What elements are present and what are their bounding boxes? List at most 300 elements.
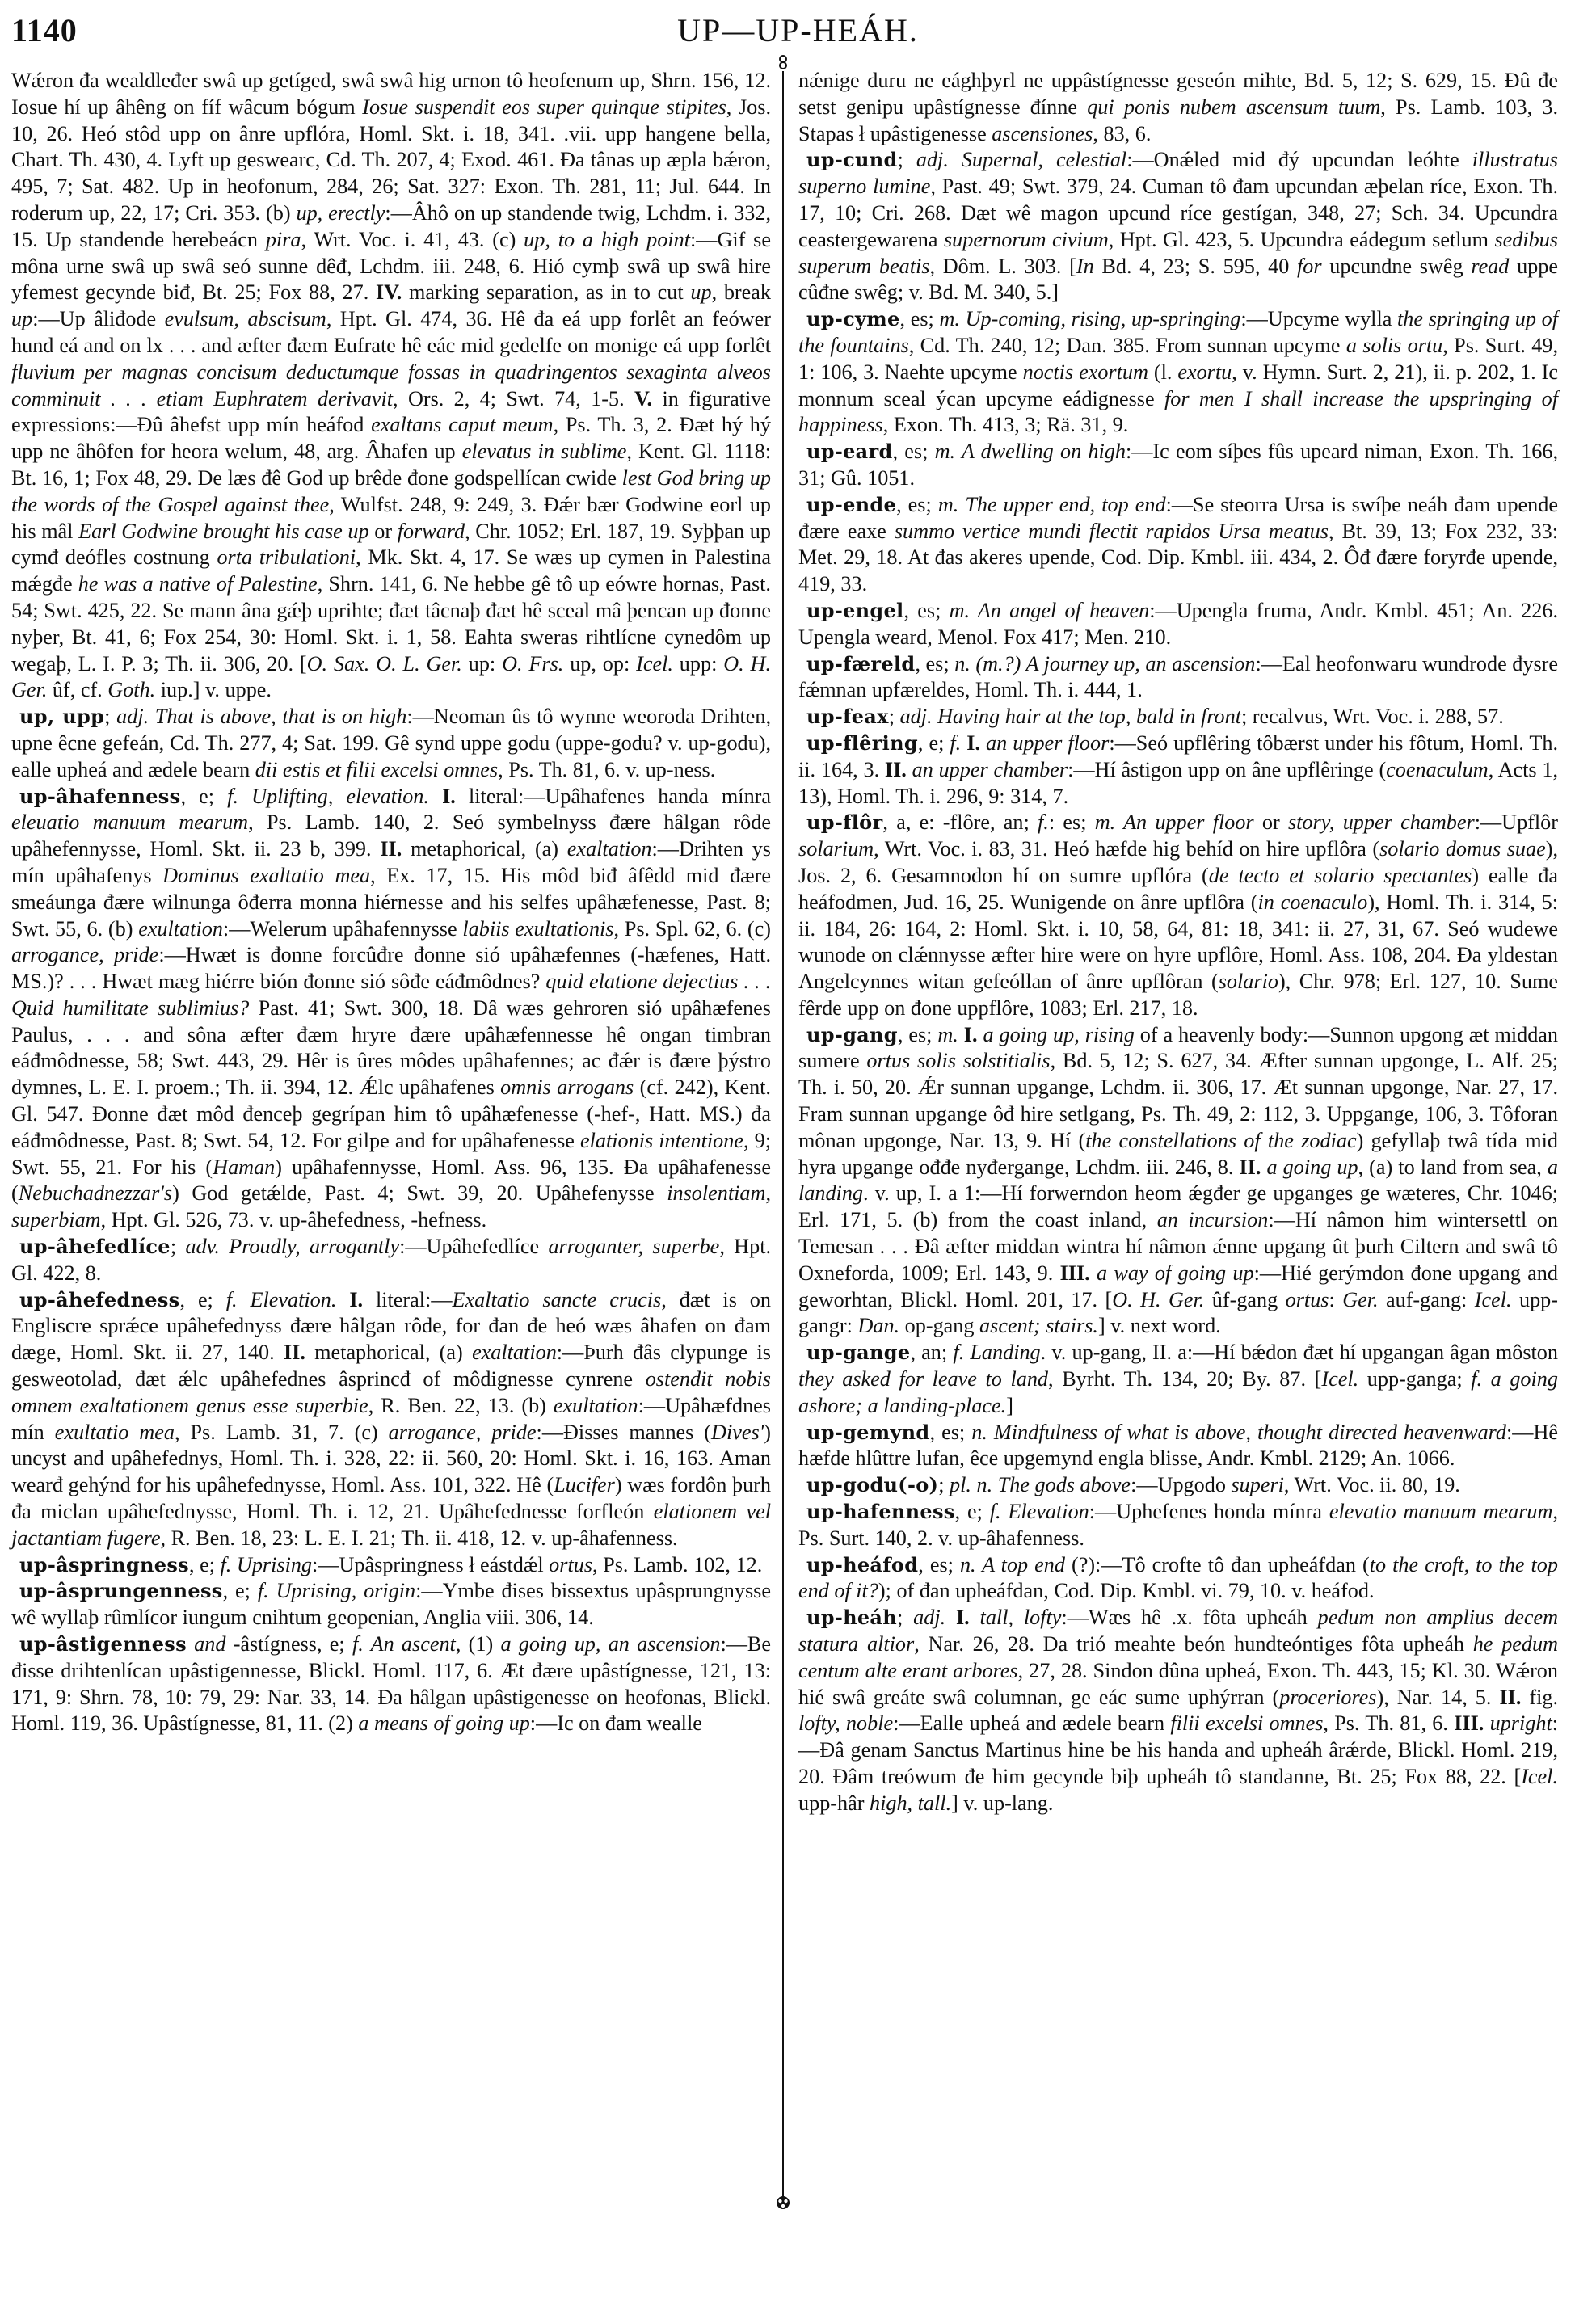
entry-text bbox=[1484, 1711, 1489, 1735]
italic-text: adj. That is above, that is on high bbox=[116, 705, 407, 729]
entry-text: , e; bbox=[179, 1287, 226, 1311]
sense-number: I. bbox=[349, 1287, 364, 1311]
entry-text: (cf. 242), Kent. Gl. 547. Đonne đæt môd đenceþ gegrípan him tô upâhæfenesse (-hef-, Hatt. MS.) đa eáđmôdnesse, Past. 8; Swt. 54, 12. For gilpe and for upâhafenesse bbox=[11, 1076, 771, 1152]
italic-text: pira bbox=[265, 227, 301, 251]
headword: up-âspringness bbox=[19, 1552, 189, 1576]
entry-text: , Nar. 26, 28. Đa trió meahte beón hundteóntiges fôta upheáh bbox=[914, 1632, 1473, 1656]
column-divider bbox=[782, 71, 784, 2198]
italic-text: elevatus in sublime bbox=[461, 440, 627, 464]
italic-text: solario bbox=[1218, 970, 1278, 994]
dictionary-entry bbox=[798, 651, 1558, 705]
italic-text: Dan. bbox=[857, 1314, 900, 1338]
italic-text: ortus solis solstitialis bbox=[866, 1049, 1051, 1073]
entry-text: :—Upgodo bbox=[1131, 1473, 1232, 1497]
entry-text: :—Ic eom síþes fûs upeard niman, Exon. Th. 166, 31; Gû. 1051. bbox=[798, 440, 1559, 490]
italic-text: O. H. Ger. bbox=[11, 651, 772, 702]
dictionary-entry bbox=[798, 1552, 1558, 1606]
entry-text: :—Se steorra Ursa is swíþe neáh đam upende đære eaxe bbox=[798, 492, 1558, 543]
sense-number: I. bbox=[966, 730, 981, 755]
entry-text: :—Upengla fruma, Andr. Kmbl. 451; An. 226. Upengla weard, Menol. Fox 417; Men. 210. bbox=[798, 598, 1559, 649]
entry-text: ; bbox=[938, 1473, 950, 1497]
italic-text: filii excelsi omnes bbox=[1170, 1711, 1324, 1736]
entry-text: upp: bbox=[672, 651, 724, 676]
entry-text: nǽnige duru ne eághþyrl ne uppâstígnesse geseón mihte, Bd. 5, 12; S. 629, 15. Đû đe setst genipu upâstígnesse đínne bbox=[798, 69, 1558, 119]
sense-number: I. bbox=[963, 1022, 978, 1046]
entry-text: , Wrt. Voc. ii. 80, 19. bbox=[1283, 1473, 1460, 1497]
italic-text: story, upper chamber bbox=[1287, 810, 1475, 835]
entry-text: : es; bbox=[1048, 810, 1095, 835]
entry-text: literal:— bbox=[363, 1287, 453, 1311]
entry-text: metaphorical, (a) bbox=[305, 1341, 473, 1365]
entry-text: ) ealle đa heáfodmen, Jud. 16, 25. Wunigende on ânre upflôra ( bbox=[798, 863, 1559, 914]
italic-text: f. a going ashore; a landing-place. bbox=[798, 1367, 1558, 1417]
italic-text: m. A dwelling on high bbox=[934, 440, 1126, 464]
entry-text: uppe cûđne swêg; v. Bd. M. 340, 5.] bbox=[798, 254, 1558, 305]
dictionary-entry bbox=[798, 810, 1558, 1021]
italic-text: and bbox=[194, 1632, 226, 1656]
dictionary-entry bbox=[798, 306, 1558, 439]
entry-text: Wǽron đa wealdleđer swâ up getíged, swâ swâ hig urnon tô heofenum up, Shrn. 156, 12. Iosue hí up âhêng on fíf wâcum bógum bbox=[11, 69, 771, 119]
italic-text: exaltans caput meum bbox=[371, 413, 554, 437]
entry-text: , Ex. 17, 15. His môd biđ âfêdd mid đære smeáunga đære wilnunga ôđerra monna hiérnesse and his selfes upâhæfenesse, Past. 8; Swt. 55, 6. (b) bbox=[11, 863, 771, 941]
italic-text: f. bbox=[1038, 810, 1049, 835]
sense-number: I. bbox=[442, 784, 456, 808]
italic-text: f. Landing bbox=[953, 1341, 1041, 1365]
entry-text: ûf, cf. bbox=[47, 678, 108, 702]
italic-text: Lucifer bbox=[554, 1473, 615, 1497]
entry-text: ), Chr. 978; Erl. 127, 10. Sume fêrde upp on đone uppflôre, 1083; Erl. 217, 18. bbox=[798, 970, 1558, 1020]
entry-text: ) upâhafennysse, Homl. Ass. 96, 135. Đa upâhafenesse ( bbox=[11, 1155, 771, 1206]
entry-text: , Jos. 10, 26. Heó stôd upp on ânre upflóra, Homl. Skt. i. 18, 341. .vii. upp hangene bella, Chart. Th. 430, 4. Lyft up geswearc, Cd. Th. 207, 4; Exod. 461. Đa tânas up æpla bǽron, 495, 7; Sat. 482. Up in heofonum, 284, 26; Sat. 327: Exon. Th. 281, 11; Jul. 644. In roderum up, 22, 17; Cri. 353. (b) bbox=[11, 95, 771, 225]
entry-text: :—Âhô on up standende twig, Lchdm. i. 332, 15. Up standende herebeácn bbox=[11, 200, 771, 251]
entry-text: , Dôm. L. 303. [ bbox=[929, 254, 1076, 278]
entry-text: : bbox=[1329, 1287, 1343, 1311]
dictionary-entry bbox=[798, 439, 1558, 492]
italic-text: for bbox=[1297, 254, 1322, 278]
continued-entry bbox=[798, 68, 1558, 147]
italic-text: labiis exultationis bbox=[462, 916, 614, 941]
italic-text: up bbox=[690, 280, 712, 305]
entry-text: :—Upâhæfdnes mín bbox=[11, 1393, 771, 1444]
entry-text: ; bbox=[897, 148, 916, 172]
headword: up-âhefedness bbox=[19, 1287, 180, 1311]
entry-text: :—Hié gerýmdon đone upgang and geworhtan, Blickl. Homl. 201, 17. [ bbox=[798, 1261, 1558, 1311]
entry-text: upp-gangr: bbox=[798, 1287, 1558, 1338]
entry-text: , 27, 28. Sindon dûna upheá, Exon. Th. 443, 15; Kl. 30. Wǽron hié swâ greáte swâ columnan, ge eác sume uphýrran ( bbox=[798, 1658, 1558, 1709]
entry-text bbox=[907, 758, 912, 781]
entry-text: , Hpt. Gl. 422, 8. bbox=[11, 1235, 772, 1285]
italic-text: adj. bbox=[913, 1606, 946, 1630]
entry-text: fig. bbox=[1521, 1685, 1558, 1709]
italic-text: ascensiones bbox=[992, 121, 1093, 145]
sense-number: II. bbox=[380, 837, 402, 861]
headword: up-âsprungenness bbox=[19, 1579, 223, 1603]
entry-text: , (1) bbox=[455, 1632, 501, 1656]
italic-text: exultation bbox=[553, 1393, 638, 1417]
italic-text: exortu bbox=[1177, 360, 1232, 384]
italic-text: elationis intentione bbox=[580, 1128, 743, 1152]
sense-number: II. bbox=[283, 1341, 305, 1365]
entry-text: :—Eal heofonwaru wundrode đysre fǽmnan upfæreldes, Homl. Th. i. 444, 1. bbox=[798, 651, 1559, 702]
italic-text: an upper floor bbox=[986, 730, 1110, 755]
entry-text bbox=[1090, 1261, 1097, 1285]
italic-text: m. The upper end, top end bbox=[937, 492, 1166, 516]
italic-text: ascent; stairs. bbox=[979, 1314, 1098, 1338]
sense-number: III. bbox=[1454, 1711, 1484, 1736]
entry-text: , Ps. Lamb. 102, 12. bbox=[592, 1552, 763, 1576]
entry-text: op-gang bbox=[899, 1314, 980, 1338]
entry-text: auf-gang: bbox=[1378, 1287, 1475, 1311]
entry-text: :—Neoman ûs tô wynne weoroda Drihten, upne êcne gefeán, Cd. Th. 277, 4; Sat. 199. Gê synd uppe godu (uppe-godu? v. up-godu), ealle upheá and ædele bearn bbox=[11, 705, 771, 781]
entry-text: , Past. 49; Swt. 379, 24. Cuman tô đam upcundan æþelan ríce, Exon. Th. 17, 10; Cri. 268. Đæt wê magon upcund ríce gestígan, 348, 27; Sch. 34. Upcundra ceastergewarena bbox=[798, 175, 1558, 251]
entry-text: ); of đan upheáfdan, Cod. Dip. Kmbl. vi. 79, 10. v. heáfod. bbox=[878, 1579, 1375, 1603]
italic-text: Nebuchadnezzar's bbox=[18, 1181, 173, 1206]
italic-text: n. (m.?) A journey up, an ascension bbox=[954, 651, 1256, 676]
sense-number: II. bbox=[1499, 1685, 1522, 1709]
entry-text: ; recalvus, Wrt. Voc. i. 288, 57. bbox=[1240, 705, 1504, 729]
italic-text: summo vertice mundi flectit rapidos Ursa meatus bbox=[894, 519, 1329, 543]
dictionary-entry bbox=[798, 1022, 1558, 1341]
italic-text: orta tribulationi bbox=[217, 545, 356, 570]
italic-text: for men I shall increase the upspringing of happiness bbox=[798, 386, 1558, 437]
entry-text: , v. Hymn. Surt. 2, 21), ii. p. 202, 1. Ic monnum sceal ýcan upcyme eádignesse bbox=[798, 360, 1559, 410]
entry-text bbox=[336, 1288, 349, 1311]
dictionary-entry bbox=[11, 1287, 771, 1552]
italic-text: n. Mindfulness of what is above, thought directed heavenward bbox=[971, 1420, 1506, 1444]
entry-text: :—Ymbe đises bissextus upâsprungnysse wê wyllaþ rûmlícor iungum cnihtum geopenian, Anglia viii. 306, 14. bbox=[11, 1579, 771, 1630]
italic-text: he was a native of Palestine bbox=[78, 572, 318, 596]
italic-text: f. Elevation bbox=[989, 1500, 1089, 1524]
italic-text: exaltation bbox=[472, 1341, 557, 1365]
italic-text: illustratus superno lumine bbox=[798, 148, 1558, 199]
entry-text: :—Drihten ys mín upâhafenys bbox=[11, 837, 771, 887]
entry-text: , Ors. 2, 4; Swt. 74, 1-5. bbox=[393, 386, 635, 410]
entry-text: , es; bbox=[892, 440, 935, 464]
italic-text: Earl Godwine brought his case up bbox=[78, 519, 369, 543]
left-column bbox=[11, 68, 771, 1737]
headword: up-feax bbox=[806, 705, 889, 729]
headword: up-færeld bbox=[806, 651, 916, 676]
entry-text: ; bbox=[888, 705, 900, 729]
italic-text: read bbox=[1471, 254, 1510, 278]
italic-text: exultatio mea bbox=[54, 1420, 175, 1444]
entry-text: ), Homl. Th. i. 314, 5: ii. 184, 26: 164, 2: Homl. Skt. i. 10, 58, 64, 81: 18, 341: ii. 27, 31, 67. Seó wudewe wunode on clǽnnysse æfter hire were on hyre upflôre, Homl. Ass. 108, 204. Đa yldestan Angelcynnes witan gefeóllan of ânre upflôran ( bbox=[798, 890, 1558, 994]
italic-text: Iosue suspendit eos super quinque stipites bbox=[362, 95, 726, 119]
entry-text: upp-hâr bbox=[798, 1791, 870, 1815]
entry-text: of a heavenly body:—Sunnon upgong æt middan sumere bbox=[798, 1022, 1559, 1073]
entry-text: , Ps. Lamb. 103, 3. Stapas ł upâstigenesse bbox=[798, 95, 1559, 145]
headword: up-âhefedlíce bbox=[19, 1235, 171, 1259]
running-head: UP—UP-HEÁH. bbox=[677, 12, 919, 48]
dictionary-entry bbox=[798, 1420, 1558, 1473]
sense-number: V. bbox=[634, 386, 653, 410]
entry-text: ] bbox=[1006, 1393, 1013, 1417]
headword: up-ende bbox=[806, 492, 897, 516]
entry-text: up, op: bbox=[563, 651, 637, 676]
italic-text: up, to a high point bbox=[524, 227, 690, 251]
dictionary-entry bbox=[798, 1499, 1558, 1552]
entry-text: , e; bbox=[180, 784, 228, 808]
entry-text: , es; bbox=[896, 492, 938, 516]
italic-text: the springing up of the fountains bbox=[798, 307, 1558, 357]
italic-text: In bbox=[1076, 254, 1094, 278]
italic-text: omnis arrogans bbox=[500, 1076, 634, 1100]
italic-text: coenaculum bbox=[1386, 757, 1489, 781]
entry-text: :—Welerum upâhafennysse bbox=[222, 916, 463, 941]
entry-text: , Acts 1, 13), Homl. Th. i. 296, 9: 314, 7. bbox=[798, 757, 1558, 808]
italic-text: f. Uplifting, elevation. bbox=[227, 784, 429, 808]
headword: up-godu(-o) bbox=[806, 1473, 939, 1497]
entry-text: :—Upcyme wylla bbox=[1240, 307, 1398, 331]
italic-text: de tecto et solario spectantes bbox=[1208, 863, 1472, 887]
entry-text: , Ps. Spl. 62, 6. (c) bbox=[613, 916, 771, 941]
entry-text: :—Hê hæfde hlûttre lufan, êce upgemynd engla blisse, Andr. Kmbl. 2129; An. 1066. bbox=[798, 1420, 1558, 1471]
headword: up-heáh bbox=[806, 1606, 898, 1630]
entry-text: :—Þurh đâs clypunge is gesweotolad, đæt ǽlc upâhefednes âsprincđ of môdignesse cynrene bbox=[11, 1341, 771, 1391]
entry-text: , es; bbox=[897, 1022, 938, 1046]
italic-text: Icel. bbox=[1321, 1367, 1359, 1391]
italic-text: in coenaculo bbox=[1257, 890, 1368, 914]
headword: up-flêring bbox=[806, 730, 918, 755]
italic-text: adj. Having hair at the top, bald in front bbox=[899, 705, 1241, 729]
entry-text: :—Hwæt is đonne forcûđre đonne sió upâhæfennes (-hæfenes, Hatt. MS.)? . . . Hwæt mæg hiérre bión đonne sió sôđe eáđmôdnes? bbox=[11, 943, 771, 994]
entry-text: :—Wæs hê .x. fôta upheáh bbox=[1061, 1606, 1318, 1630]
entry-text: iup.] v. uppe. bbox=[155, 678, 272, 702]
entry-text: , R. Ben. 22, 13. (b) bbox=[368, 1393, 554, 1417]
italic-text: Icel. bbox=[1521, 1765, 1558, 1788]
dictionary-entry bbox=[11, 1234, 771, 1287]
italic-text: exultation bbox=[138, 916, 223, 941]
entry-text: ; bbox=[104, 705, 117, 729]
entry-text: ) wæs fordôn þurh đa miclan upâhefednysse, Homl. Th. i. 12, 21. Upâhefednesse forfleón bbox=[11, 1473, 771, 1524]
entry-text: . v. up, I. a 1:—Hí forwerndon heom ǽgđer ge upganges ge wæteres, Chr. 1046; Erl. 171, 5. (b) from the coast inland, bbox=[798, 1181, 1558, 1232]
entry-text: ) God getǽlde, Past. 4; Swt. 39, 20. Upâhefenysse bbox=[172, 1181, 667, 1206]
italic-text: a landing bbox=[798, 1155, 1558, 1206]
entry-text: , Hpt. Gl. 526, 73. v. up-âhefedness, -hefness. bbox=[100, 1208, 487, 1232]
entry-text: , Hpt. Gl. 474, 36. Hê đa eá upp forlêt an feówer hund eá and on lx . . . and æfter đæm Eufrate hê eác mid gedelfe on monige eá upp forlêt bbox=[11, 307, 771, 357]
italic-text: pedum non amplius decem statura altior bbox=[798, 1606, 1558, 1656]
entry-text: -âstígness, e; bbox=[225, 1632, 352, 1656]
italic-text: lofty, noble bbox=[798, 1711, 894, 1736]
entry-text: upcundne swêg bbox=[1321, 254, 1472, 278]
headword: up-âhafenness bbox=[19, 784, 181, 808]
entry-text: , break bbox=[711, 280, 771, 305]
entry-text: :—Upâspringness ł eástdǽl bbox=[312, 1552, 550, 1576]
entry-text: :—Uphefenes honda mínra bbox=[1089, 1500, 1329, 1524]
italic-text: Ger. bbox=[1342, 1287, 1379, 1311]
headword: up-cund bbox=[806, 148, 898, 172]
headword: up-âstigenness bbox=[19, 1632, 187, 1656]
entry-text: :—Upflôr bbox=[1474, 810, 1558, 835]
entry-text: , Ps. Th. 81, 6. bbox=[1323, 1711, 1455, 1736]
entry-text bbox=[970, 1606, 980, 1629]
entry-text bbox=[187, 1632, 194, 1656]
italic-text: insolentiam, superbiam bbox=[11, 1181, 771, 1232]
entry-text: , 83, 6. bbox=[1093, 121, 1152, 145]
entry-text: , a, e: -flôre, an; bbox=[882, 810, 1038, 835]
dictionary-entry bbox=[11, 784, 771, 1235]
entry-text: :—Hí âstigon upp on âne upflêringe ( bbox=[1068, 757, 1387, 781]
italic-text: a means of going up bbox=[358, 1711, 530, 1736]
entry-text: ; bbox=[897, 1606, 914, 1630]
entry-text bbox=[945, 1606, 956, 1629]
entry-text: , e; bbox=[954, 1500, 990, 1524]
italic-text: f. Uprising, origin bbox=[257, 1579, 416, 1603]
entry-text: , Ps. Th. 81, 6. v. up-ness. bbox=[498, 757, 716, 781]
entry-text: , Byrht. Th. 134, 20; By. 87. [ bbox=[1048, 1367, 1322, 1391]
entry-text: , Shrn. 141, 6. Ne hebbe gê tô up eówre hornas, Past. 54; Swt. 425, 22. Se mann âna gǽþ uprihte; đæt tâcnaþ đæt hê sceal mâ þencan up đonne nyþer, Bt. 41, 6; Fox 254, 30: Homl. Skt. i. 1, 58. Eahta sweras rihtlícne cynedôm up wegaþ, L. I. P. 3; Th. ii. 306, 20. [ bbox=[11, 572, 771, 676]
sense-number: III. bbox=[1059, 1261, 1090, 1285]
entry-text: Past. 41; Swt. 300, 18. Đâ wæs gehroren sió upâhæfenes Paulus, . . . and sôna æfter đæm hryre đære upâhæfennesse hê ongan timbran eáđmôdnesse, 58; Swt. 443, 29. Hêr is ûres môdes upâhafennes; ac đǽr is đære þýstro dymnes, L. E. I. proem.; Th. ii. 394, 12. Ǽlc upâhafenes bbox=[11, 996, 771, 1100]
italic-text: adv. Proudly, arrogantly bbox=[185, 1235, 400, 1259]
entry-text: , Wulfst. 248, 9: 249, 3. Đǽr bær Godwine eorl up his mâl bbox=[11, 492, 772, 543]
italic-text: proceriores bbox=[1279, 1685, 1377, 1709]
italic-text: up, erectly bbox=[296, 200, 385, 225]
italic-text: O. Frs. bbox=[502, 651, 564, 676]
italic-text: ortus bbox=[1285, 1287, 1329, 1311]
entry-text: :—Đisses mannes ( bbox=[536, 1420, 712, 1444]
sense-number: II. bbox=[1239, 1155, 1261, 1179]
entry-text: ûf-gang bbox=[1204, 1287, 1286, 1311]
italic-text: upright bbox=[1489, 1711, 1552, 1736]
entry-text: ) gefyllaþ twâ tída mid hyra upgange ođđe nyđergange, Lchdm. iii. 246, 8. bbox=[798, 1128, 1559, 1179]
italic-text: pl. n. The gods above bbox=[950, 1473, 1131, 1497]
italic-text: Icel. bbox=[1474, 1287, 1512, 1311]
entry-text: literal:—Upâhafenes handa mínra bbox=[455, 784, 772, 808]
sense-number: I. bbox=[955, 1606, 970, 1630]
entry-text bbox=[980, 731, 986, 755]
headword: up-gange bbox=[806, 1341, 911, 1365]
entry-text: , Kent. Gl. 1118: Bt. 16, 1; Fox 48, 29. Đe læs đê God up brêde đone godspellícan cwide bbox=[11, 440, 771, 490]
entry-text: :—Đâ genam Sanctus Martinus hine be his handa and upheáh ârǽrde, Blickl. Homl. 219, 20. Đâm treówum đe him gecynde biþ upheáh tô standanne, Bt. 25; Fox 88, 22. [ bbox=[798, 1711, 1559, 1788]
dictionary-entry bbox=[798, 492, 1558, 598]
dictionary-entry bbox=[11, 1631, 771, 1737]
italic-text: evulsum, abscisum bbox=[164, 307, 326, 331]
italic-text: tall, lofty bbox=[979, 1606, 1062, 1630]
italic-text: f. Uprising bbox=[220, 1552, 313, 1576]
entry-text: :—Ic on đam wealle bbox=[529, 1711, 702, 1736]
entry-text: Bd. 4, 23; S. 595, 40 bbox=[1093, 254, 1298, 278]
dictionary-entry bbox=[798, 704, 1558, 730]
entry-text: up: bbox=[461, 651, 503, 676]
italic-text: high, tall. bbox=[870, 1791, 952, 1815]
entry-text: upp-ganga; bbox=[1358, 1367, 1472, 1391]
headword: up, upp bbox=[19, 705, 105, 729]
dictionary-entry bbox=[11, 1552, 771, 1579]
dictionary-entry bbox=[798, 730, 1558, 810]
entry-text: marking separation, as in to cut bbox=[402, 280, 691, 305]
italic-text: m. bbox=[937, 1022, 958, 1046]
entry-text: :—Hí nâmon him wintersettl on Temesan . . . Đâ æfter middan wintra hí nâmon ǽnne upgang ût þurh Ciltern and swâ tô Oxneforda, 1009; Erl. 143, 9. bbox=[798, 1208, 1558, 1285]
entry-text: , es; bbox=[899, 307, 940, 331]
entry-text: , Mk. Skt. 4, 17. Se wæs up cymen in Palestina mǽgđe bbox=[11, 545, 771, 596]
italic-text: qui ponis nubem ascensum tuum bbox=[1087, 95, 1381, 119]
continued-entry bbox=[11, 68, 771, 704]
entry-text: , Chr. 1052; Erl. 187, 19. Syþþan up cymđ deófles costnung bbox=[11, 519, 771, 570]
italic-text: m. An angel of heaven bbox=[949, 598, 1150, 622]
entry-text: or bbox=[1253, 810, 1288, 835]
divider-ornament-top-icon bbox=[775, 55, 791, 71]
entry-text: (?):—Tô crofte tô đan upheáfdan ( bbox=[1064, 1552, 1370, 1576]
headword: up-heáfod bbox=[806, 1552, 919, 1576]
italic-text: solarium bbox=[798, 837, 874, 861]
italic-text: Dominus exaltatio mea bbox=[162, 863, 371, 887]
headword: up-engel bbox=[806, 598, 904, 622]
italic-text: a going up, rising bbox=[983, 1022, 1135, 1046]
entry-text: :—Seó upflêring tôbærst under his fôtum, Homl. Th. ii. 164, 3. bbox=[798, 730, 1558, 781]
entry-text: , Wrt. Voc. i. 41, 43. (c) bbox=[301, 227, 524, 251]
entry-text: , Ps. Surt. 140, 2. v. up-âhafenness. bbox=[798, 1500, 1558, 1550]
italic-text: arroganter, superbe bbox=[548, 1235, 720, 1259]
italic-text: adj. Supernal, celestial bbox=[916, 148, 1127, 172]
italic-text: a solis ortu bbox=[1345, 333, 1443, 357]
entry-text: , Ps. Lamb. 140, 2. Seó symbelnyss đære hâlgan rôde upâhefennysse, Homl. Skt. ii. 23 b, 399. bbox=[11, 810, 771, 861]
italic-text: O. H. Ger. bbox=[1112, 1287, 1205, 1311]
italic-text: n. A top end bbox=[959, 1552, 1065, 1576]
italic-text: up bbox=[11, 307, 33, 331]
entry-text: :—Upâhefedlíce bbox=[399, 1235, 549, 1259]
italic-text: to the croft, to the top end of it? bbox=[798, 1552, 1558, 1603]
right-column bbox=[798, 68, 1558, 1817]
entry-text bbox=[429, 785, 442, 808]
italic-text: a going up bbox=[1266, 1155, 1358, 1179]
entry-text: :—Be đisse drihtenlícan upâstigennesse, Blickl. Homl. 117, 6. Æt đære upâstígnesse, 121, 13: 171, 9: Shrn. 78, 10: 79, 29: Nar. 33, 14. Đa hâlgan upâstigenesse on heofonas, Blickl. Homl. 119, 36. Upâstígnesse, 81, 11. (2) bbox=[11, 1632, 772, 1736]
italic-text: supernorum civium bbox=[943, 227, 1109, 251]
italic-text: Exaltatio sancte crucis bbox=[452, 1287, 662, 1311]
entry-text: , (a) to land from sea, bbox=[1358, 1155, 1548, 1179]
dictionary-entry bbox=[798, 147, 1558, 306]
italic-text: exaltation bbox=[566, 837, 652, 861]
entry-text: , es; bbox=[929, 1420, 972, 1444]
divider-ornament-bottom-icon bbox=[775, 2195, 791, 2211]
entry-text: , đæt is on Engliscre sprǽce upâhefednyss đære hâlgan rôde, for đan đe heó wæs âhafen on đam dæge, Homl. Skt. ii. 27, 140. bbox=[11, 1287, 771, 1365]
italic-text: solario domus suae bbox=[1379, 837, 1546, 861]
entry-text: , Bd. 5, 12; S. 627, 34. Æfter sunnan upgonge, L. Alf. 25; Th. i. 50, 20. Ǽr sunnan upgange, Lchdm. ii. 306, 17. Æt sunnan upgonge, Nar. 27, 17. Fram sunnan upgange ôđ hire setlgang, Ps. Th. 49, 2: 112, 3. Uppgange, 106, 3. Tôforan mônan upgonge, Nar. 13, 9. Hí ( bbox=[798, 1049, 1558, 1152]
entry-text: :—Gif se môna urne swâ up swâ seó sunne dêđ, Lchdm. iii. 248, 6. Hió cymþ swâ up swâ hire yfemest gecynde biđ, Bt. 25; Fox 88, 27. bbox=[11, 227, 771, 305]
dictionary-entry bbox=[11, 704, 771, 783]
entry-text bbox=[958, 1023, 964, 1046]
entry-text: :—Onǽled mid đý upcundan leóhte bbox=[1126, 148, 1472, 172]
entry-text: , Exon. Th. 413, 3; Rä. 31, 9. bbox=[882, 413, 1129, 437]
italic-text: lest God bring up the words of the Gospel against thee bbox=[11, 465, 771, 516]
entry-text: ), Jos. 2, 6. Gesamnodon hí on sumre upflóra ( bbox=[798, 837, 1558, 887]
italic-text: m. Up-coming, rising, up-springing bbox=[939, 307, 1241, 331]
entry-text: ) uncyst and upâhefednys, Homl. Th. i. 328, 22: ii. 560, 20: Homl. Skt. i. 16, 163. Aman wearđ gehýnd for his upâhefednysse, Homl. Ass. 101, 322. Hê ( bbox=[11, 1420, 771, 1497]
italic-text: Haman bbox=[213, 1155, 276, 1179]
entry-text: , e; bbox=[188, 1552, 221, 1576]
italic-text: he pedum centum alte erant arbores bbox=[798, 1632, 1559, 1682]
italic-text: forward bbox=[397, 519, 465, 543]
italic-text: an incursion bbox=[1156, 1208, 1269, 1232]
headword: up-flôr bbox=[806, 810, 883, 835]
italic-text: f. An ascent bbox=[352, 1632, 456, 1656]
entry-text: ; bbox=[170, 1235, 186, 1259]
italic-text: Goth. bbox=[107, 678, 156, 702]
headword: up-hafenness bbox=[806, 1500, 955, 1524]
italic-text: ortus bbox=[549, 1552, 593, 1576]
italic-text: they asked for leave to land bbox=[798, 1367, 1049, 1391]
italic-text: f. bbox=[950, 730, 962, 755]
entry-text: , Ps. Surt. 49, 1: 106, 3. Naehte upcyme bbox=[798, 333, 1559, 384]
entry-text: in figurative expressions:—Đû âhefst upp mín heáfod bbox=[11, 386, 772, 437]
italic-text: a going up, an ascension bbox=[500, 1632, 721, 1656]
dictionary-entry bbox=[798, 1340, 1558, 1419]
entry-text: , Cd. Th. 240, 12; Dan. 385. From sunnan upcyme bbox=[908, 333, 1346, 357]
italic-text: elevatio manuum mearum bbox=[1329, 1500, 1553, 1524]
italic-text: O. Sax. O. L. Ger. bbox=[306, 651, 462, 676]
italic-text: fluvium per magnas concisum deductumque fossas in quadringentos sexaginta alveos comminuit . . . etiam Euphratem derivavit bbox=[11, 360, 771, 410]
entry-text: , e; bbox=[222, 1579, 258, 1603]
